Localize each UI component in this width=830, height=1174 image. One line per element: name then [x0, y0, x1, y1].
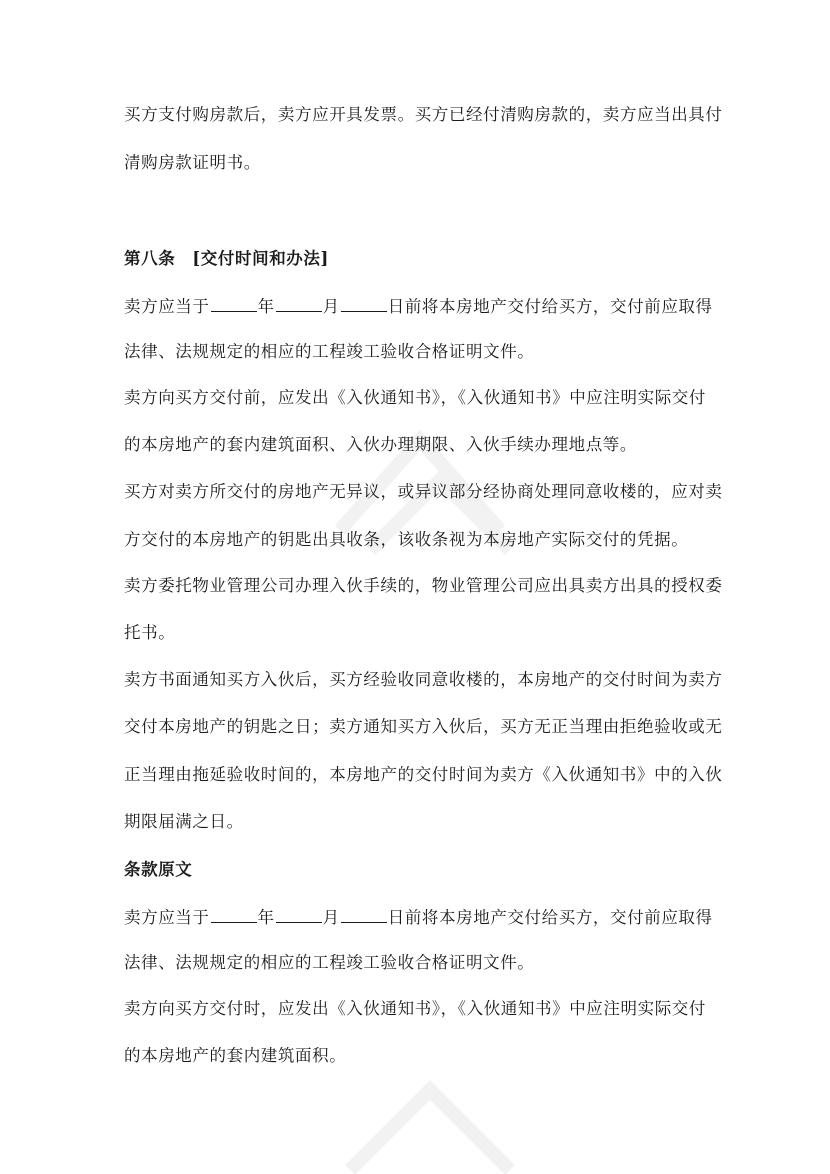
article-8-p5-line-3: 正当理由拖延验收时间的，本房地产的交付时间为卖方《入伙通知书》中的入伙: [124, 765, 723, 784]
original-p2-line-1: 卖方向买方交付时，应发出《入伙通知书》，《入伙通知书》中应注明实际交付: [124, 999, 706, 1018]
text-span: 日前将本房地产交付给买方，交付前应取得: [387, 908, 713, 927]
text-span: 卖方应当于: [124, 297, 210, 316]
original-p1-line-1: [124, 904, 724, 929]
text-span: 月: [322, 908, 340, 927]
blank-day: [341, 293, 387, 312]
article-8-p5-line-1: 卖方书面通知买方入伙后，买方经验收同意收楼的，本房地产的交付时间为卖方: [124, 670, 723, 689]
article-8-p2-line-2: 的本房地产的套内建筑面积、入伙办理期限、入伙手续办理地点等。: [124, 435, 637, 454]
article-8-p4-line-2: 托书。: [124, 623, 176, 642]
text-span: 卖方应当于: [124, 908, 210, 927]
article-8-p1-line-1: [124, 293, 724, 318]
article-8-p2-line-1: 卖方向买方交付前，应发出《入伙通知书》，《入伙通知书》中应注明实际交付: [124, 388, 706, 407]
watermark-icon: [320, 1060, 560, 1174]
original-heading: 条款原文: [124, 860, 193, 879]
article-8-p5-line-2: 交付本房地产的钥匙之日；卖方通知买方入伙后，买方无正当理由拒绝验收或无: [124, 717, 723, 736]
text-span: 日前将本房地产交付给买方，交付前应取得: [387, 297, 713, 316]
article-8-p1-line-2: 法律、法规规定的相应的工程竣工验收合格证明文件。: [124, 342, 535, 361]
blank-month: [276, 904, 322, 923]
blank-year: [211, 904, 257, 923]
article-8-heading: 第八条 [交付时间和办法]: [124, 249, 329, 268]
intro-line-1: 买方支付购房款后，卖方应开具发票。买方已经付清购房款的，卖方应当出具付: [124, 105, 723, 124]
article-8-p4-line-1: 卖方委托物业管理公司办理入伙手续的，物业管理公司应出具卖方出具的授权委: [124, 576, 723, 595]
article-8-p5-line-4: 期限届满之日。: [124, 812, 244, 831]
article-8-p3-line-2: 方交付的本房地产的钥匙出具收条，该收条视为本房地产实际交付的凭据。: [124, 530, 689, 549]
blank-year: [211, 293, 257, 312]
article-8-p3-line-1: 买方对卖方所交付的房地产无异议，或异议部分经协商处理同意收楼的，应对卖: [124, 482, 723, 501]
text-span: 年: [257, 297, 275, 316]
blank-month: [276, 293, 322, 312]
original-p2-line-2: 的本房地产的套内建筑面积。: [124, 1046, 347, 1065]
intro-line-2: 清购房款证明书。: [124, 153, 261, 172]
text-span: 月: [322, 297, 340, 316]
original-p1-line-2: 法律、法规规定的相应的工程竣工验收合格证明文件。: [124, 953, 535, 972]
text-span: 年: [257, 908, 275, 927]
blank-day: [341, 904, 387, 923]
